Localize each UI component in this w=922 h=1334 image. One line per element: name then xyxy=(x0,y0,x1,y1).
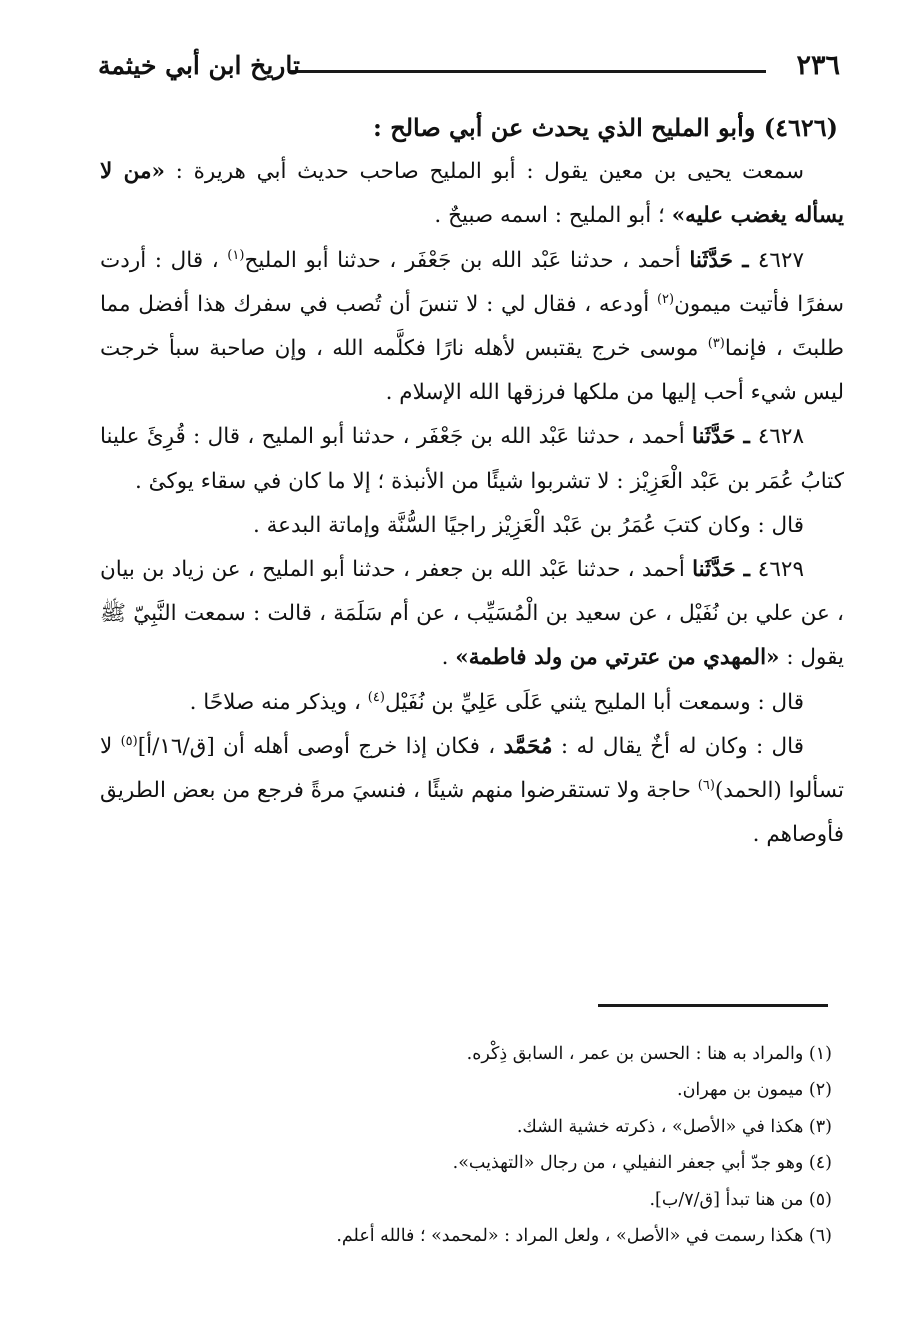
header-rule xyxy=(288,70,766,73)
footnote-ref: (٥) xyxy=(120,733,138,749)
paragraph-text: ؛ أبو المليح : اسمه صبيحٌ . xyxy=(434,203,672,229)
paragraph-text: ، قال : أردت سفرًا فأتيت ميمون xyxy=(100,247,844,317)
footnote-3: (٣) هكذا في «الأصل» ، ذكرته خشية الشك. xyxy=(516,1116,832,1137)
footnote-ref: (٣) xyxy=(707,335,725,351)
footnotes xyxy=(120,1036,832,1254)
footnote-4: (٤) وهو جدّ أبي جعفر النفيلي ، من رجال «التهذيب». xyxy=(452,1153,832,1174)
footnote-ref: (١) xyxy=(227,247,245,263)
paragraph-4626 xyxy=(100,150,844,238)
report-lead: ـ حَدَّثَنا xyxy=(692,557,758,583)
footnote-ref: (٤) xyxy=(367,689,385,705)
quoted-hadith: «من لا يسأله يغضب عليه» xyxy=(100,159,844,229)
paragraph-qal-3 xyxy=(100,725,844,858)
person-name: مُحَمَّد xyxy=(503,733,553,759)
paragraph-text: أودعه ، فقال لي : لا تنسَ أن تُصب في سفرك هذا أفضل مما طلبتَ ، فإنما xyxy=(100,291,844,362)
footnote-ref: (٢) xyxy=(656,291,675,307)
paragraph-text: سمعت يحيى بن معين يقول : أبو المليح صاحب حديث أبي هريرة : xyxy=(164,159,804,185)
running-head xyxy=(98,46,840,86)
paragraph-4628 xyxy=(100,415,844,503)
page-number: ٢٣٦ xyxy=(796,50,840,81)
entry-heading-4626: (٤٦٢٦) وأبو المليح الذي يحدث عن أبي صالح : xyxy=(372,113,838,142)
paragraph-text: أحمد ، حدثنا عَبْد الله بن جَعْفَر ، حدثنا أبو المليح xyxy=(244,247,690,273)
footnote-6: (٦) هكذا رسمت في «الأصل» ، ولعل المراد : «لمحمد» ؛ فالله أعلم. xyxy=(336,1226,832,1247)
footnote-rule xyxy=(598,1004,828,1007)
footnote-1: (١) والمراد به هنا : الحسن بن عمر ، السابق ذِكْره. xyxy=(466,1044,832,1064)
footnote-ref: (٦) xyxy=(697,777,715,793)
main-text xyxy=(100,106,844,857)
paragraph-text: ، ويذكر منه صلاحًا . xyxy=(189,689,368,715)
report-lead: ـ حَدَّثَنا xyxy=(692,424,758,450)
paragraph-4629 xyxy=(100,548,844,681)
paragraph-text: أحمد ، حدثنا عَبْد الله بن جعفر ، حدثنا أبو المليح ، عن زياد بن بيان ، عن علي بن نُفَيْل ، عن سعيد بن الْمُسَيِّب ، عن أم سَلَمَة ، قالت : سمعت النَّبِيّ ﷺ يقول : xyxy=(100,557,844,671)
paragraph-text: حاجة ولا تستقرضوا منهم شيئًا ، فنسيَ مرةً فرجع من بعض الطريق فأوصاهم . xyxy=(100,778,844,848)
paragraph-text: موسى خرج يقتبس لأهله نارًا فكلَّمه الله ، وإن صاحبة سبأ خرجت ليس شيء أحب إليها من ملكها فرزقها الله الإسلام . xyxy=(100,336,844,406)
paragraph-text: لا تسألوا (الحمد) xyxy=(100,733,844,804)
report-number: ٤٦٢٧ xyxy=(757,247,805,273)
paragraph-text: قال : وسمعت أبا المليح يثني عَلَى عَلِيِّ بن نُفَيْل xyxy=(384,689,804,715)
paragraph-text: قال : وكان له أخٌ يقال له : xyxy=(552,733,804,759)
report-number: ٤٦٢٨ xyxy=(757,424,805,450)
paragraph-qal-2 xyxy=(100,681,844,725)
footnote-5: (٥) من هنا تبدأ [ق/٧/ب]. xyxy=(649,1189,832,1210)
book-title: تاريخ ابن أبي خيثمة xyxy=(98,51,300,80)
paragraph-text: أحمد ، حدثنا عَبْد الله بن جَعْفَر ، حدثنا أبو المليح ، قال : قُرِئَ علينا كتابُ عُمَر بن عَبْد الْعَزِيْز : لا تشربوا شيئًا من الأنبذة ؛ إلا ما كان في سقاء يوكئ . xyxy=(100,424,844,494)
paragraph-text: ، فكان إذا خرج أوصى أهله أن [ق/١٦/أ] xyxy=(137,733,504,759)
quoted-hadith: «المهدي من عترتي من ولد فاطمة» xyxy=(455,645,780,671)
footnote-2: (٢) ميمون بن مهران. xyxy=(677,1080,832,1101)
report-number: ٤٦٢٩ xyxy=(757,557,804,583)
paragraph-4627 xyxy=(100,239,844,416)
report-lead: ـ حَدَّثَنا xyxy=(689,247,758,273)
paragraph-text: . xyxy=(441,645,456,671)
paragraph-qal-1: قال : وكان كتبَ عُمَرُ بن عَبْد الْعَزِيْز راجيًا السُّنَّة وإماتة البدعة . xyxy=(252,512,804,538)
